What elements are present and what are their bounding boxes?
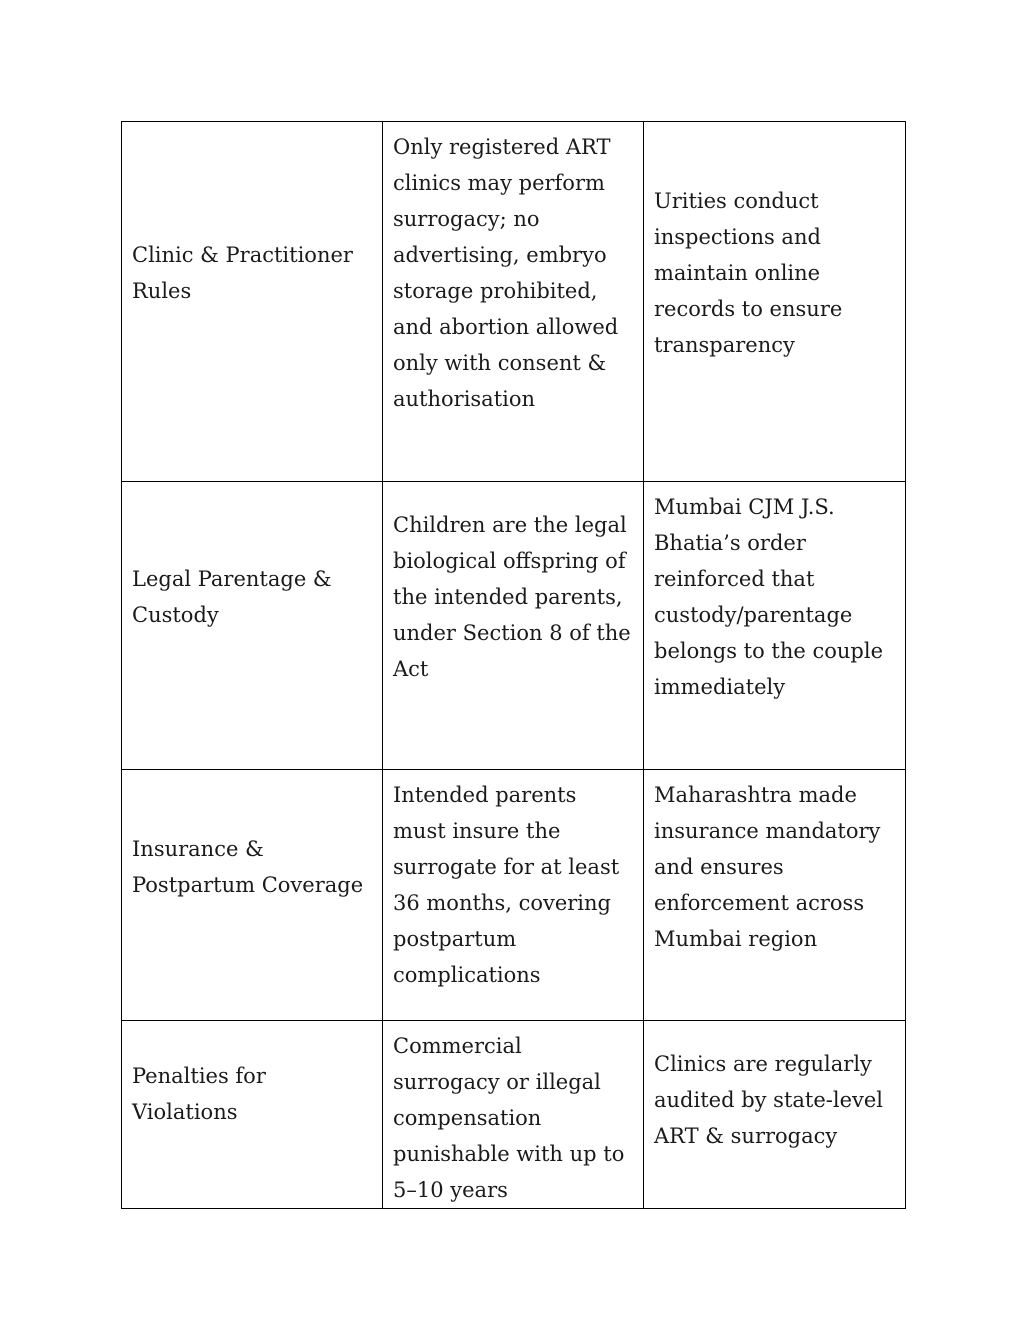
- aspect-text: Insurance & Postpartum Coverage: [132, 837, 364, 897]
- aspect-cell: [122, 770, 383, 1021]
- provision-cell: [383, 482, 644, 770]
- surrogacy-regulations-table: [121, 121, 906, 1209]
- aspect-cell: [122, 122, 383, 482]
- provision-cell: [383, 770, 644, 1021]
- provision-text: Intended parents must insure the surrogate for at least 36 months, covering postpartum complications: [393, 783, 620, 987]
- provision-cell: [383, 122, 644, 482]
- practice-text: Urities conduct inspections and maintain online records to ensure transparency: [654, 189, 843, 357]
- provision-cell: [383, 1021, 644, 1209]
- aspect-text: Legal Parentage & Custody: [132, 567, 332, 627]
- practice-cell: [644, 770, 906, 1021]
- provision-text: Children are the legal biological offspring of the intended parents, under Section 8 of the Act: [393, 513, 631, 681]
- practice-cell: [644, 122, 906, 482]
- aspect-cell: [122, 482, 383, 770]
- practice-text: Clinics are regularly audited by state-level ART & surrogacy: [654, 1052, 884, 1148]
- aspect-cell: [122, 1021, 383, 1209]
- aspect-text: Penalties for Violations: [132, 1064, 266, 1124]
- table-row: [122, 1021, 906, 1209]
- provision-text: Commercial surrogacy or illegal compensation punishable with up to 5–10 years: [393, 1034, 625, 1202]
- practice-cell: [644, 482, 906, 770]
- practice-text: Mumbai CJM J.S. Bhatia’s order reinforced that custody/parentage belongs to the couple immediately: [654, 495, 883, 699]
- provision-text: Only registered ART clinics may perform surrogacy; no advertising, embryo storage prohibited, and abortion allowed only with consent & authorisation: [393, 135, 619, 411]
- practice-cell: [644, 1021, 906, 1209]
- aspect-text: Clinic & Practitioner Rules: [132, 243, 353, 303]
- table-row: [122, 482, 906, 770]
- table-row: [122, 122, 906, 482]
- practice-text: Maharashtra made insurance mandatory and ensures enforcement across Mumbai region: [654, 783, 881, 951]
- table-row: [122, 770, 906, 1021]
